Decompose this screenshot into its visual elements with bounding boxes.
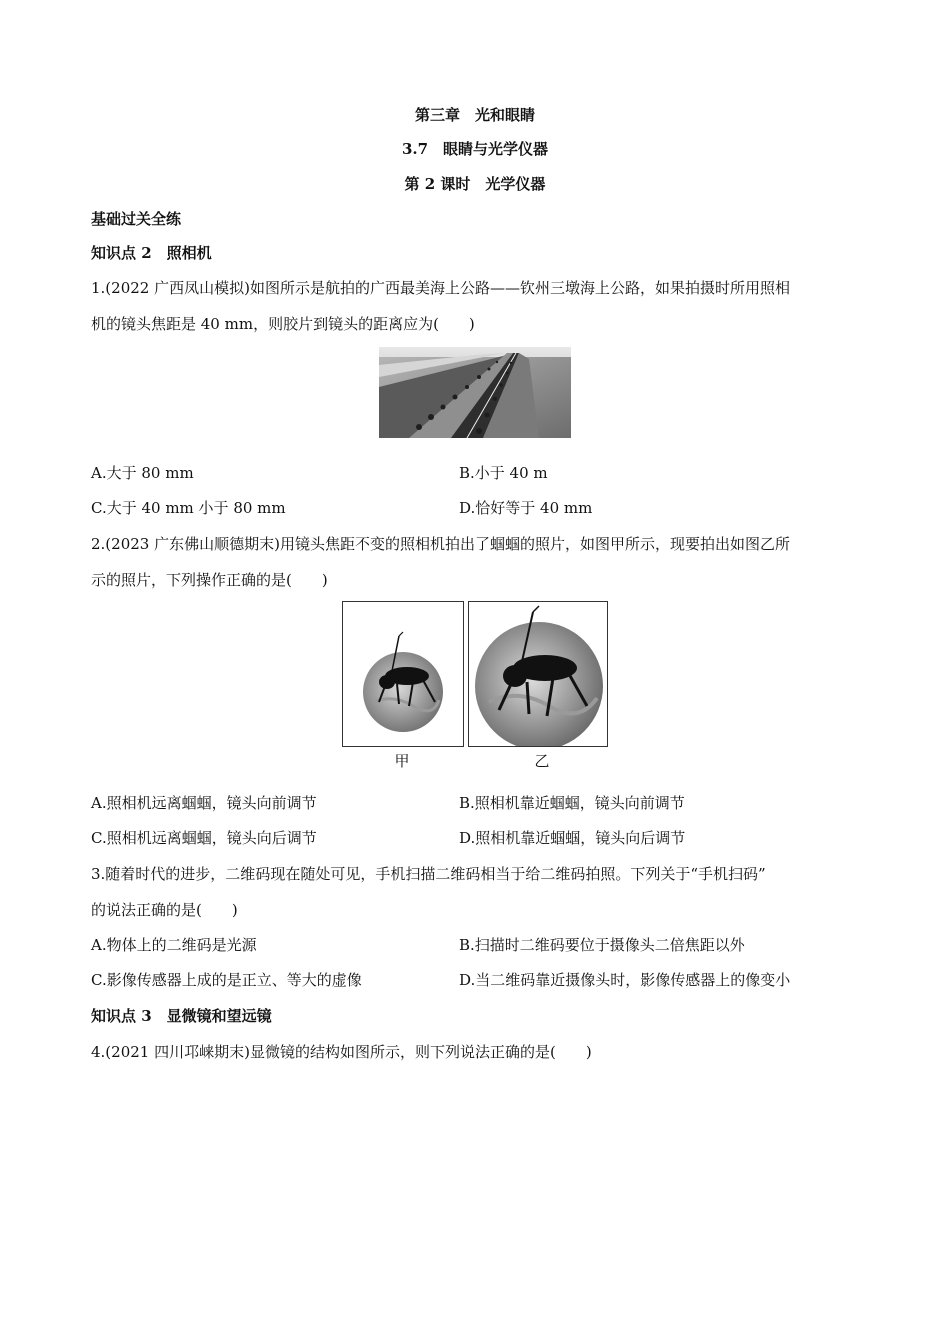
section-title: 3.7 眼睛与光学仪器 [401,140,549,158]
q2-option-c: C.照相机远离蝈蝈，镜头向后调节 [91,829,317,847]
q3-stem-line2: 的说法正确的是( ) [91,901,238,919]
lesson-title: 第 2 课时 光学仪器 [404,175,546,193]
sea-highway-aerial-photo [379,347,571,438]
q3-option-d: D.当二维码靠近摄像头时，影像传感器上的像变小 [459,971,791,989]
q1-option-d: D.恰好等于 40 mm [459,499,593,517]
q3-option-c: C.影像传感器上成的是正立、等大的虚像 [91,971,362,989]
q1-stem-line2: 机的镜头焦距是 40 mm，则胶片到镜头的距离应为( ) [91,315,475,333]
figure-b-photo [468,601,608,747]
q2-option-a: A.照相机远离蝈蝈，镜头向前调节 [91,794,317,812]
q1-option-c: C.大于 40 mm 小于 80 mm [91,499,286,517]
practice-heading: 基础过关全练 [91,210,182,228]
q3-option-a: A.物体上的二维码是光源 [91,936,257,954]
q3-option-b: B.扫描时二维码要位于摄像头二倍焦距以外 [459,936,745,954]
q2-stem-line2: 示的照片，下列操作正确的是( ) [91,571,328,589]
knowledge-point-2-heading: 知识点 2 照相机 [91,244,212,262]
q2-option-b: B.照相机靠近蝈蝈，镜头向前调节 [459,794,685,812]
q1-option-b: B.小于 40 m [459,464,548,482]
q2-option-d: D.照相机靠近蝈蝈，镜头向后调节 [459,829,686,847]
figure-a-caption: 甲 [394,752,410,770]
q3-stem-line1: 3.随着时代的进步，二维码现在随处可见，手机扫描二维码相当于给二维码拍照。下列关于“手机扫码” [91,865,766,883]
q1-option-a: A.大于 80 mm [91,464,194,482]
q1-stem-line1: 1.(2022 广西凤山模拟)如图所示是航拍的广西最美海上公路——钦州三墩海上公路，如果拍摄时所用照相 [91,279,790,297]
figure-b-caption: 乙 [534,752,550,770]
q4-stem: 4.(2021 四川邛崃期末)显微镜的结构如图所示，则下列说法正确的是( ) [91,1043,592,1061]
chapter-title: 第三章 光和眼睛 [414,106,535,124]
knowledge-point-3-heading: 知识点 3 显微镜和望远镜 [91,1007,272,1025]
figure-a-photo [342,601,464,747]
q2-stem-line1: 2.(2023 广东佛山顺德期末)用镜头焦距不变的照相机拍出了蝈蝈的照片，如图甲所示，现要拍出如图乙所 [91,535,790,553]
